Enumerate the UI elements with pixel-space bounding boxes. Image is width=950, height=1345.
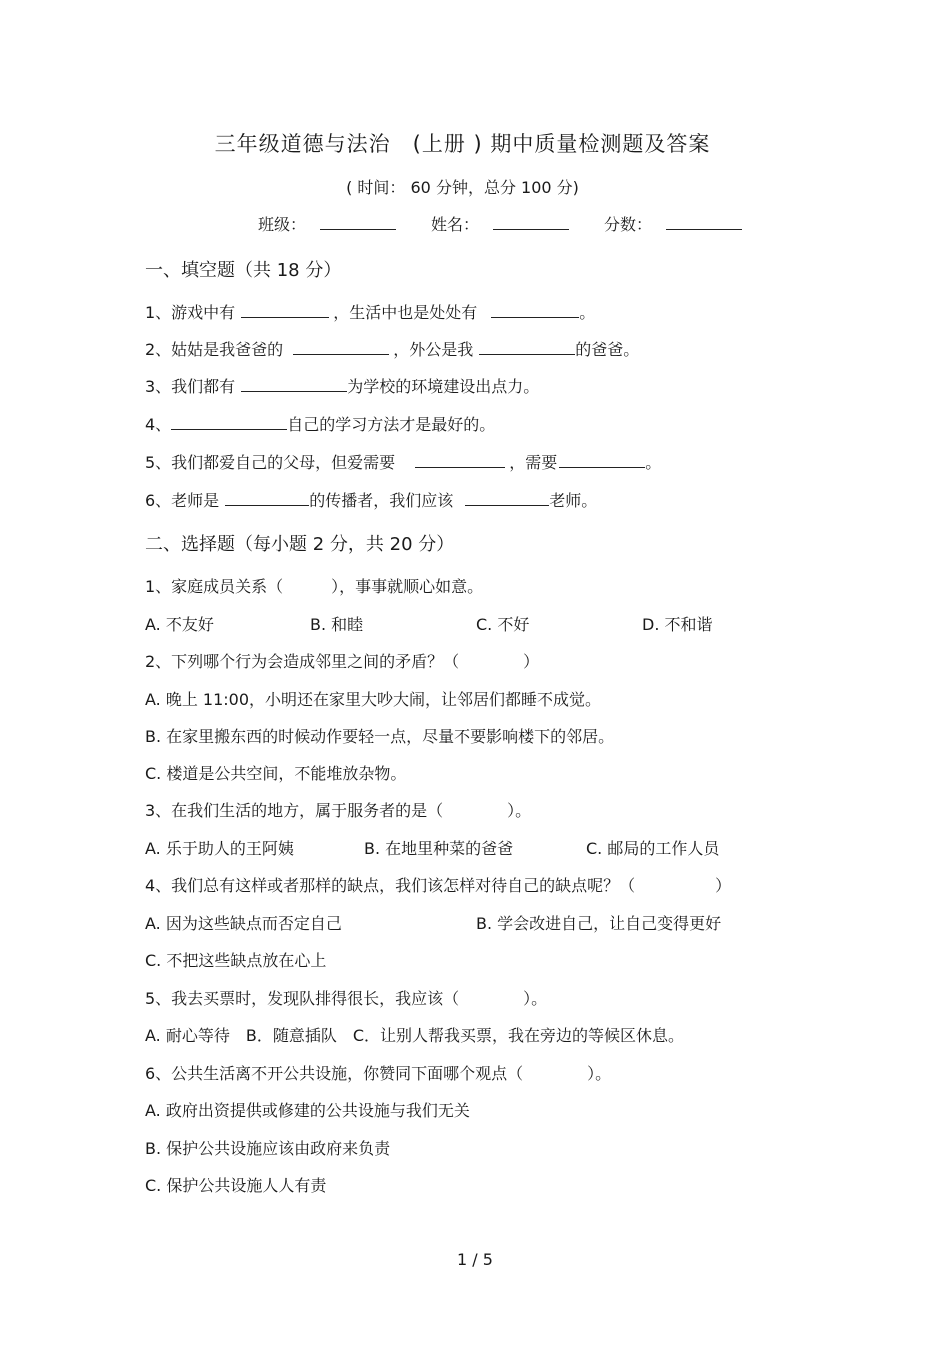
q5-options: A. 耐心等待 B．随意插队 C．让别人帮我买票，我在旁边的等候区休息。 bbox=[145, 1026, 684, 1045]
name-label: 姓名： bbox=[431, 215, 480, 234]
choice-question-6: 6、公共生活离不开公共设施，你赞同下面哪个观点（ ）。 bbox=[145, 1064, 612, 1083]
q5-text-b: ，需要 bbox=[509, 453, 558, 472]
fill-question-5 bbox=[145, 450, 661, 473]
q1-text-a: 1、游戏中有 bbox=[145, 303, 236, 322]
q4-blank-1 bbox=[171, 415, 287, 430]
page-number: 1 / 5 bbox=[457, 1250, 493, 1269]
q2-text-c: 的爸爸。 bbox=[575, 340, 640, 359]
q3-option-c: C. 邮局的工作人员 bbox=[586, 839, 720, 858]
q1-text-b: ，生活中也是处处有 bbox=[333, 303, 478, 322]
q2-blank-2 bbox=[479, 340, 575, 355]
fill-question-4 bbox=[145, 412, 495, 435]
choice-question-4: 4、我们总有这样或者那样的缺点，我们该怎样对待自己的缺点呢？（ ） bbox=[145, 876, 732, 895]
section1-heading: 一、填空题（共 18 分） bbox=[145, 260, 342, 281]
fill-question-1 bbox=[145, 300, 595, 323]
choice-question-3: 3、在我们生活的地方，属于服务者的是（ ）。 bbox=[145, 801, 532, 820]
q1-option-a: A. 不友好 bbox=[145, 615, 214, 634]
name-field bbox=[431, 212, 569, 235]
q5-blank-2 bbox=[559, 453, 645, 468]
q2-blank-1 bbox=[293, 340, 389, 355]
score-label: 分数： bbox=[604, 215, 653, 234]
score-blank bbox=[666, 215, 742, 230]
q1-blank-2 bbox=[491, 303, 579, 318]
q6-blank-1 bbox=[225, 491, 309, 506]
class-blank bbox=[320, 215, 396, 230]
q4-option-b: B. 学会改进自己，让自己变得更好 bbox=[476, 914, 722, 933]
fill-question-3 bbox=[145, 374, 539, 397]
q4-text-b: 自己的学习方法才是最好的。 bbox=[287, 415, 496, 434]
section2-heading: 二、选择题（每小题 2 分，共 20 分） bbox=[145, 534, 455, 555]
q4-text-a: 4、 bbox=[145, 415, 172, 434]
q3-blank-1 bbox=[241, 377, 347, 392]
q2-text-a: 2、姑姑是我爸爸的 bbox=[145, 340, 284, 359]
q1-blank-1 bbox=[241, 303, 329, 318]
q3-option-a: A. 乐于助人的王阿姨 bbox=[145, 839, 294, 858]
q1-option-c: C. 不好 bbox=[476, 615, 530, 634]
q6-option-a: A. 政府出资提供或修建的公共设施与我们无关 bbox=[145, 1101, 470, 1120]
q2-option-b: B. 在家里搬东西的时候动作要轻一点，尽量不要影响楼下的邻居。 bbox=[145, 727, 615, 746]
fill-question-2 bbox=[145, 337, 639, 360]
q6-option-c: C. 保护公共设施人人有责 bbox=[145, 1176, 327, 1195]
choice-question-2: 2、下列哪个行为会造成邻里之间的矛盾？（ ） bbox=[145, 652, 540, 671]
q6-blank-2 bbox=[465, 491, 549, 506]
q2-option-c: C. 楼道是公共空间，不能堆放杂物。 bbox=[145, 764, 407, 783]
exam-title: 三年级道德与法治 (上册 ) 期中质量检测题及答案 bbox=[214, 132, 711, 156]
q5-blank-1 bbox=[415, 453, 505, 468]
q1-text-c: 。 bbox=[579, 303, 596, 322]
q6-text-c: 老师。 bbox=[549, 491, 598, 510]
q4-option-a: A. 因为这些缺点而否定自己 bbox=[145, 914, 342, 933]
q3-text-a: 3、我们都有 bbox=[145, 377, 236, 396]
class-label: 班级： bbox=[258, 215, 307, 234]
q6-text-b: 的传播者，我们应该 bbox=[309, 491, 454, 510]
q6-option-b: B. 保护公共设施应该由政府来负责 bbox=[145, 1139, 391, 1158]
q6-text-a: 6、老师是 bbox=[145, 491, 220, 510]
name-blank bbox=[493, 215, 569, 230]
score-field bbox=[604, 212, 742, 235]
exam-subtitle: ( 时间： 60 分钟，总分 100 分) bbox=[346, 178, 579, 197]
q2-option-a: A. 晚上 11:00，小明还在家里大吵大闹，让邻居们都睡不成觉。 bbox=[145, 690, 602, 709]
q3-option-b: B. 在地里种菜的爸爸 bbox=[364, 839, 514, 858]
choice-question-5: 5、我去买票时，发现队排得很长，我应该（ ）。 bbox=[145, 989, 548, 1008]
q5-text-a: 5、我们都爱自己的父母，但爱需要 bbox=[145, 453, 396, 472]
q1-option-b: B. 和睦 bbox=[310, 615, 364, 634]
class-field bbox=[258, 212, 396, 235]
q5-text-c: 。 bbox=[645, 453, 662, 472]
q1-option-d: D. 不和谐 bbox=[642, 615, 713, 634]
q2-text-b: ，外公是我 bbox=[393, 340, 474, 359]
choice-question-1: 1、家庭成员关系（ ），事事就顺心如意。 bbox=[145, 577, 484, 596]
q4-option-c: C. 不把这些缺点放在心上 bbox=[145, 951, 327, 970]
q3-text-b: 为学校的环境建设出点力。 bbox=[347, 377, 540, 396]
fill-question-6 bbox=[145, 488, 597, 511]
